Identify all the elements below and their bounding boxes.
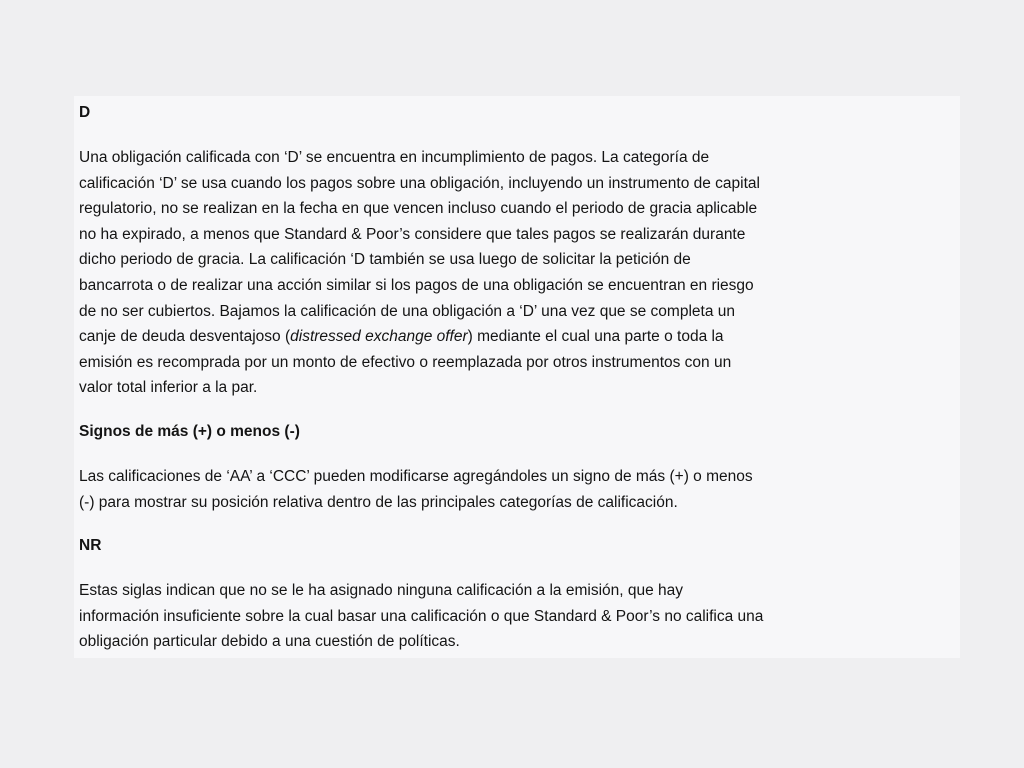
document-content	[79, 100, 965, 655]
italic-term: distressed exchange offer	[290, 328, 468, 346]
text-line: calificación ‘D’ se usa cuando los pagos sobre una obligación, incluyendo un instrumento de capital	[79, 174, 760, 192]
text-line: regulatorio, no se realizan en la fecha en que vencen incluso cuando el periodo de gracia aplicable	[79, 200, 758, 218]
text-line: (-) para mostrar su posición relativa dentro de las principales categorías de calificación.	[79, 493, 678, 511]
text-line: obligación particular debido a una cuestión de políticas.	[79, 633, 460, 651]
text-line: no ha expirado, a menos que Standard & Poor’s considere que tales pagos se realizarán durante	[79, 225, 746, 243]
text-line-with-italic	[79, 324, 965, 350]
text-line: información insuficiente sobre la cual basar una calificación o que Standard & Poor’s no califica una	[79, 607, 764, 625]
text-line: bancarrota o de realizar una acción similar si los pagos de una obligación se encuentran en riesgo	[79, 276, 754, 294]
text-line: emisión es recomprada por un monto de efectivo o reemplazada por otros instrumentos con un	[79, 353, 732, 371]
paragraph-nr-definition	[79, 578, 965, 655]
text-line: Las calificaciones de ‘AA’ a ‘CCC’ pueden modificarse agregándoles un signo de más (+) o menos	[79, 467, 753, 485]
text-line: dicho periodo de gracia. La calificación ‘D también se usa luego de solicitar la petición de	[79, 251, 691, 269]
text-fragment: ) mediante el cual una parte o toda la	[467, 328, 724, 346]
text-line: de no ser cubiertos. Bajamos la calificación de una obligación a ‘D’ una vez que se completa un	[79, 302, 735, 320]
paragraph-d-definition	[79, 145, 965, 401]
text-line: Una obligación calificada con ‘D’ se encuentra en incumplimiento de pagos. La categoría de	[79, 149, 710, 166]
heading-nr: NR	[79, 537, 102, 555]
paragraph-signos-definition	[79, 464, 965, 515]
text-line: Estas siglas indican que no se le ha asignado ninguna calificación a la emisión, que hay	[79, 582, 684, 600]
heading-d: D	[79, 104, 91, 121]
text-fragment: canje de deuda desventajoso (	[79, 328, 291, 346]
text-line: valor total inferior a la par.	[79, 379, 258, 397]
heading-signos: Signos de más (+) o menos (-)	[79, 422, 300, 440]
